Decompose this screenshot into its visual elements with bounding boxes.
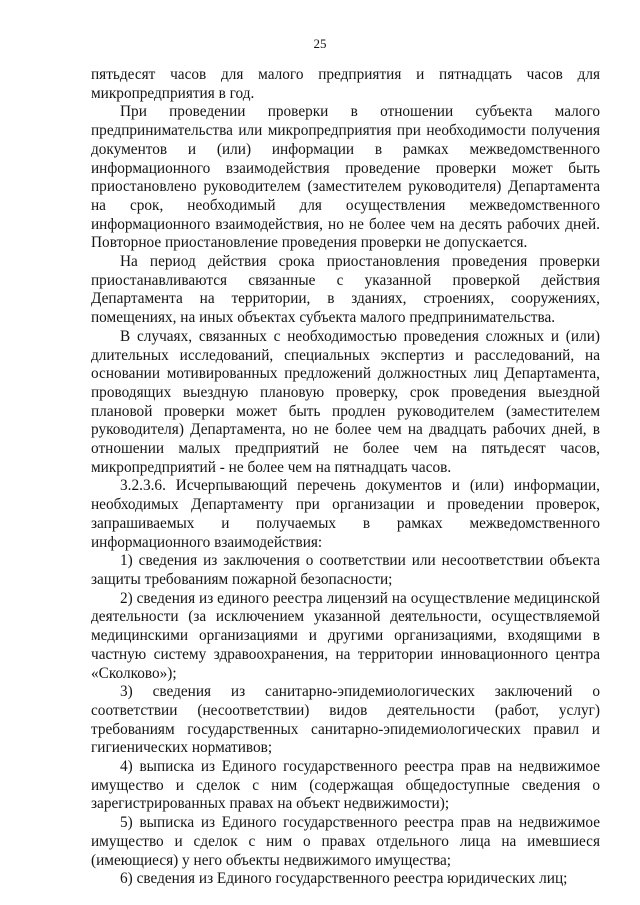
list-item: 5) выписка из Единого государственного реестра прав на недвижимое имущество и сделок с ним о правах отдельного лица на имевшиеся (имеющиеся) у него объекты недвижимого имущества; — [91, 814, 600, 869]
paragraph: пятьдесят часов для малого предприятия и пятнадцать часов для микропредприятия в год. — [91, 66, 600, 102]
list-item: 4) выписка из Единого государственного реестра прав на недвижимое имущество и сделок с ним (содержащая общедоступные сведения о зарегистрированных правах на объект недвижимости); — [91, 758, 600, 813]
paragraph: На период действия срока приостановления проведения проверки приостанавливаются связанные с указанной проверкой действия Департамента на территории, в зданиях, строениях, сооружениях, помещениях, на иных объектах субъекта малого предпринимательства. — [91, 253, 600, 327]
list-item: 3) сведения из санитарно-эпидемиологических заключений о соответствии (несоответствии) видов деятельности (работ, услуг) требованиям государственных санитарно-эпидемиологических правил и гигиенических нормативов; — [91, 683, 600, 757]
list-item: 2) сведения из единого реестра лицензий на осуществление медицинской деятельности (за исключением указанной деятельности, осуществляемой медицинскими организациями и другими организациями, входящими в частную систему здравоохранения, на территории инновационного центра «Сколково»); — [91, 589, 600, 682]
list-item: 6) сведения из Единого государственного реестра юридических лиц; — [120, 870, 568, 888]
paragraph: В случаях, связанных с необходимостью проведения сложных и (или) длительных исследований, специальных экспертиз и расследований, на основании мотивированных предложений должностных лиц Департамента, проводящих выездную плановую проверку, срок проведения выездной плановой проверки может быть продлен руководителем (заместителем руководителя) Департамента, но не более чем на двадцать рабочих дней, в отношении малых предприятий не более чем на пятьдесят часов, микропредприятий - не более чем на пятнадцать часов. — [91, 327, 600, 476]
document-body — [91, 66, 600, 889]
list-item: 1) сведения из заключения о соответствии или несоответствии объекта защиты требованиям пожарной безопасности; — [91, 552, 600, 588]
page-number: 25 — [313, 36, 327, 51]
section-heading-paragraph: 3.2.3.6. Исчерпывающий перечень документов и (или) информации, необходимых Департаменту при организации и проведении проверок, запрашиваемых и получаемых в рамках межведомственного информационного взаимодействия: — [91, 477, 600, 551]
paragraph: При проведении проверки в отношении субъекта малого предпринимательства или микропредприятия при необходимости получения документов и (или) информации в рамках межведомственного информационного взаимодействия проведение проверки может быть приостановлено руководителем (заместителем руководителя) Департамента на срок, необходимый для осуществления межведомственного информационного взаимодействия, но не более чем на десять рабочих дней. Повторное приостановление проведения проверки не допускается. — [91, 103, 600, 252]
